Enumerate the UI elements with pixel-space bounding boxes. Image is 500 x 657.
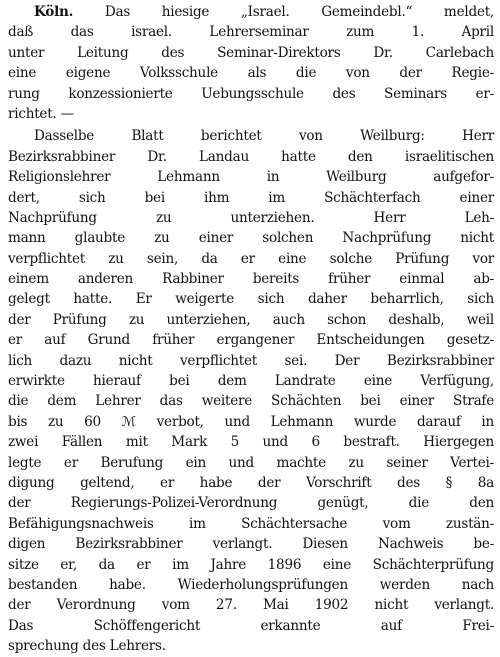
article-line: die dem Lehrer das weitere Schächten bei einer Strafe [8,393,494,410]
article-line: der Regierungs-Polizei-Verordnung genügt, die den [8,495,494,512]
article-line: Dasselbe Blatt berichtet von Weilburg: Herr [34,128,494,145]
article-line: der Verordnung vom 27. Mai 1902 nicht verlangt. [8,597,494,614]
article-line: dert, sich bei ihm im Schächterfach einer [8,189,494,206]
paragraph-cologne-seminar [8,2,494,124]
article-line: sprechung des Lehrers. [8,638,166,655]
article-line: erwirkte hierauf bei dem Landrate eine Verfügung, [8,373,494,390]
article-line: verpflichtet zu sein, da er eine solche Prüfung vor [8,250,494,267]
article-line: gelegt hatte. Er weigerte sich daher beharrlich, sich [8,291,494,308]
article-line-text: Das hiesige „Israel. Gemeindebl.“ meldet, [104,4,494,20]
article-line: bestanden habe. Wiederholungsprüfungen werden nach [8,576,494,593]
article-line: unter Leitung des Seminar-Direktors Dr. Carlebach [8,44,494,61]
article-line: daß das israel. Lehrerseminar zum 1. April [8,24,494,41]
article-line: sitze er, da er im Jahre 1896 eine Schächterprüfung [8,556,494,573]
article-line: lich dazu nicht verpflichtet sei. Der Bezirksrabbiner [8,352,494,369]
article-line [8,2,494,22]
article-line: digung geltend, er habe der Vorschrift des § 8a [8,474,494,491]
article-line: mann glaubte zu einer solchen Nachprüfung nicht [8,230,494,247]
article-line: legte er Berufung ein und machte zu seiner Vertei- [8,454,494,471]
article-line: zwei Fällen mit Mark 5 und 6 bestraft. Hiergegen [8,434,494,451]
article-line: richtet. — [8,105,74,122]
article-line: bis zu 60 ℳ verbot, und Lehmann wurde darauf in [8,413,494,430]
article-line: Religionslehrer Lehmann in Weilburg aufgefor- [8,169,494,186]
article-line: Bezirksrabbiner Dr. Landau hatte den israelitischen [8,148,494,165]
news-article [8,2,494,657]
paragraph-weilburg-report [8,126,494,656]
article-line: der Prüfung zu unterziehen, auch schon deshalb, weil [8,311,494,328]
article-line: Befähigungsnachweis im Schächtersache vom zustän- [8,515,494,532]
dateline: Köln. [34,4,74,20]
article-line: rung konzessionierte Uebungsschule des Seminars er- [8,85,494,102]
article-line: einem anderen Rabbiner bereits früher einmal ab- [8,271,494,288]
article-line: er auf Grund früher ergangener Entscheidungen gesetz- [8,332,494,349]
article-line: Das Schöffengericht erkannte auf Frei- [8,617,494,634]
article-line: digen Bezirksrabbiner verlangt. Diesen Nachweis be- [8,536,494,553]
article-line: eine eigene Volksschule als die von der Regie- [8,65,494,82]
article-line: Nachprüfung zu unterziehen. Herr Leh- [8,209,494,226]
